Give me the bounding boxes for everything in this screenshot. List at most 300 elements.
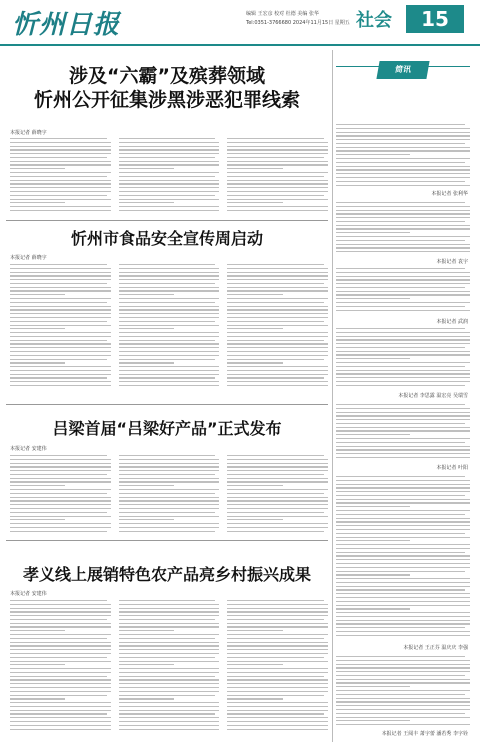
text-line bbox=[10, 195, 107, 196]
text-line bbox=[10, 153, 111, 154]
text-line bbox=[227, 500, 328, 501]
text-line bbox=[119, 634, 220, 635]
text-line bbox=[336, 236, 470, 237]
text-line bbox=[336, 514, 465, 515]
text-line bbox=[227, 600, 324, 601]
text-line bbox=[119, 172, 220, 173]
text-line bbox=[336, 518, 470, 519]
text-line bbox=[119, 455, 216, 456]
text-line bbox=[336, 529, 470, 530]
text-line bbox=[10, 725, 111, 726]
text-line bbox=[227, 512, 324, 513]
text-line bbox=[227, 698, 282, 699]
text-line bbox=[336, 217, 470, 218]
text-line bbox=[10, 485, 65, 486]
text-line bbox=[227, 317, 328, 318]
text-line bbox=[10, 702, 111, 703]
text-line bbox=[336, 294, 470, 295]
text-line bbox=[336, 124, 465, 125]
text-line bbox=[119, 508, 220, 509]
text-line bbox=[10, 638, 107, 639]
text-line bbox=[227, 385, 328, 386]
text-line bbox=[10, 385, 111, 386]
text-line bbox=[227, 497, 328, 498]
text-line bbox=[336, 185, 470, 186]
text-line bbox=[227, 706, 328, 707]
text-line bbox=[10, 332, 111, 333]
text-column bbox=[227, 455, 328, 535]
text-line bbox=[119, 645, 220, 646]
text-line bbox=[336, 377, 470, 378]
text-line bbox=[227, 470, 328, 471]
text-line bbox=[227, 729, 328, 730]
text-line bbox=[336, 476, 465, 477]
text-line bbox=[119, 290, 220, 291]
text-line bbox=[336, 457, 470, 458]
text-line bbox=[336, 381, 470, 382]
text-line bbox=[10, 183, 111, 184]
text-line bbox=[227, 619, 324, 620]
masthead bbox=[0, 0, 480, 46]
text-line bbox=[336, 283, 470, 284]
brief-item bbox=[336, 328, 470, 386]
text-line bbox=[119, 298, 220, 299]
text-line bbox=[10, 634, 111, 635]
brief-author: 本报记者 袁宇 bbox=[436, 259, 468, 265]
divider bbox=[6, 404, 328, 405]
text-line bbox=[119, 698, 174, 699]
text-line bbox=[10, 463, 111, 464]
text-line bbox=[119, 649, 220, 650]
text-line bbox=[227, 672, 328, 673]
text-line bbox=[10, 623, 111, 624]
text-line bbox=[227, 210, 328, 211]
text-line bbox=[119, 275, 220, 276]
text-line bbox=[336, 525, 470, 526]
text-line bbox=[227, 183, 328, 184]
article-byline: 本报记者 安建伟 bbox=[10, 591, 47, 597]
text-line bbox=[119, 489, 220, 490]
text-line bbox=[10, 149, 111, 150]
text-line bbox=[227, 481, 328, 482]
text-line bbox=[336, 298, 410, 299]
text-line bbox=[10, 713, 107, 714]
text-line bbox=[336, 423, 465, 424]
text-line bbox=[10, 470, 111, 471]
text-line bbox=[336, 173, 470, 174]
text-line bbox=[336, 240, 465, 241]
article-body bbox=[10, 138, 328, 216]
brief-author: 本报记者 李思露 温宏亮 吴瑞雪 bbox=[398, 393, 468, 399]
page-number: 15 bbox=[406, 5, 464, 33]
text-line bbox=[336, 150, 470, 151]
text-line bbox=[119, 485, 174, 486]
text-line bbox=[119, 500, 220, 501]
text-line bbox=[227, 142, 328, 143]
text-line bbox=[119, 474, 216, 475]
text-line bbox=[336, 586, 470, 587]
text-line bbox=[10, 455, 107, 456]
text-line bbox=[336, 430, 470, 431]
text-line bbox=[119, 725, 220, 726]
text-line bbox=[10, 516, 111, 517]
text-line bbox=[227, 608, 328, 609]
text-line bbox=[336, 521, 470, 522]
text-line bbox=[336, 332, 470, 333]
text-line bbox=[119, 710, 220, 711]
text-column bbox=[336, 124, 470, 186]
text-line bbox=[10, 202, 65, 203]
text-line bbox=[336, 544, 470, 545]
text-line bbox=[119, 519, 174, 520]
text-column bbox=[119, 600, 220, 736]
text-line bbox=[10, 721, 111, 722]
text-line bbox=[119, 317, 220, 318]
text-line bbox=[336, 709, 470, 710]
text-line bbox=[119, 328, 174, 329]
article-headline: 吕梁首届“吕梁好产品”正式发布 bbox=[52, 419, 282, 438]
text-line bbox=[227, 202, 282, 203]
text-line bbox=[227, 268, 328, 269]
text-line bbox=[10, 176, 107, 177]
text-line bbox=[227, 713, 324, 714]
text-line bbox=[227, 516, 328, 517]
text-line bbox=[336, 631, 470, 632]
text-line bbox=[10, 604, 111, 605]
text-line bbox=[227, 611, 328, 612]
text-line bbox=[119, 470, 220, 471]
text-line bbox=[227, 691, 328, 692]
text-line bbox=[336, 720, 410, 721]
text-line bbox=[336, 555, 470, 556]
text-line bbox=[336, 408, 470, 409]
text-line bbox=[10, 309, 111, 310]
text-line bbox=[227, 634, 328, 635]
text-line bbox=[336, 563, 470, 564]
text-line bbox=[119, 377, 216, 378]
text-line bbox=[336, 608, 410, 609]
text-line bbox=[10, 366, 111, 367]
text-line bbox=[336, 279, 470, 280]
text-line bbox=[10, 497, 111, 498]
text-line bbox=[10, 279, 111, 280]
text-line bbox=[336, 291, 470, 292]
text-line bbox=[227, 695, 324, 696]
text-line bbox=[119, 287, 220, 288]
text-line bbox=[10, 508, 111, 509]
text-line bbox=[119, 283, 216, 284]
text-line bbox=[336, 679, 470, 680]
text-line bbox=[10, 347, 111, 348]
text-line bbox=[336, 667, 470, 668]
text-line bbox=[336, 495, 465, 496]
text-line bbox=[119, 336, 220, 337]
text-line bbox=[336, 232, 410, 233]
text-line bbox=[336, 310, 470, 311]
text-line bbox=[119, 206, 220, 207]
text-line bbox=[336, 623, 470, 624]
text-line bbox=[227, 679, 328, 680]
text-line bbox=[119, 638, 216, 639]
text-line bbox=[336, 354, 470, 355]
text-line bbox=[336, 328, 465, 329]
text-line bbox=[10, 531, 107, 532]
text-line bbox=[336, 162, 465, 163]
text-column bbox=[119, 264, 220, 390]
text-column bbox=[227, 600, 328, 736]
text-line bbox=[336, 664, 470, 665]
text-line bbox=[10, 180, 111, 181]
text-line bbox=[119, 176, 216, 177]
text-line bbox=[119, 359, 216, 360]
text-line bbox=[336, 548, 470, 549]
text-line bbox=[227, 702, 328, 703]
headline-line-1: 涉及“六霸”及殡葬领域 bbox=[69, 65, 265, 87]
text-line bbox=[336, 671, 470, 672]
text-line bbox=[227, 377, 324, 378]
text-line bbox=[227, 459, 328, 460]
text-line bbox=[336, 339, 470, 340]
text-line bbox=[119, 302, 216, 303]
text-line bbox=[227, 355, 328, 356]
text-line bbox=[336, 362, 470, 363]
text-line bbox=[336, 244, 470, 245]
text-line bbox=[336, 336, 470, 337]
text-line bbox=[227, 630, 282, 631]
text-line bbox=[227, 710, 328, 711]
text-line bbox=[336, 510, 470, 511]
text-line bbox=[227, 309, 328, 310]
text-line bbox=[10, 272, 111, 273]
text-line bbox=[227, 264, 324, 265]
masthead-meta bbox=[246, 10, 350, 28]
text-line bbox=[10, 374, 111, 375]
text-column bbox=[336, 404, 470, 458]
text-line bbox=[227, 180, 328, 181]
text-line bbox=[227, 725, 328, 726]
text-line bbox=[336, 487, 470, 488]
text-line bbox=[336, 499, 470, 500]
text-line bbox=[227, 664, 282, 665]
text-line bbox=[10, 706, 111, 707]
text-line bbox=[119, 481, 220, 482]
text-line bbox=[336, 442, 465, 443]
text-line bbox=[119, 381, 220, 382]
text-line bbox=[119, 493, 216, 494]
text-line bbox=[227, 687, 328, 688]
article-body bbox=[10, 455, 328, 535]
text-line bbox=[336, 675, 465, 676]
text-line bbox=[227, 642, 328, 643]
text-line bbox=[227, 298, 328, 299]
text-line bbox=[10, 691, 111, 692]
text-line bbox=[10, 355, 111, 356]
text-line bbox=[10, 283, 107, 284]
text-line bbox=[227, 164, 328, 165]
text-line bbox=[336, 694, 465, 695]
text-column bbox=[119, 138, 220, 216]
text-line bbox=[336, 370, 470, 371]
text-line bbox=[10, 164, 111, 165]
text-line bbox=[119, 679, 220, 680]
text-line bbox=[227, 657, 324, 658]
text-line bbox=[227, 294, 282, 295]
text-line bbox=[10, 608, 111, 609]
text-line bbox=[119, 202, 174, 203]
text-column bbox=[336, 202, 470, 252]
text-line bbox=[227, 374, 328, 375]
text-line bbox=[119, 343, 220, 344]
text-line bbox=[119, 362, 174, 363]
text-line bbox=[10, 619, 107, 620]
text-line bbox=[336, 251, 470, 252]
brief-item bbox=[336, 202, 470, 252]
text-line bbox=[119, 619, 216, 620]
text-line bbox=[227, 455, 324, 456]
text-line bbox=[336, 601, 470, 602]
text-line bbox=[10, 615, 111, 616]
text-column bbox=[336, 328, 470, 386]
text-line bbox=[10, 672, 111, 673]
text-line bbox=[10, 317, 111, 318]
text-line bbox=[119, 164, 220, 165]
text-line bbox=[227, 527, 328, 528]
text-line bbox=[227, 362, 282, 363]
text-line bbox=[119, 332, 220, 333]
text-line bbox=[10, 626, 111, 627]
text-line bbox=[119, 294, 174, 295]
text-line bbox=[336, 484, 470, 485]
text-line bbox=[336, 427, 470, 428]
text-line bbox=[227, 187, 328, 188]
text-column bbox=[227, 138, 328, 216]
text-line bbox=[119, 199, 220, 200]
text-line bbox=[10, 504, 111, 505]
text-line bbox=[10, 336, 111, 337]
text-line bbox=[119, 142, 220, 143]
text-line bbox=[227, 287, 328, 288]
text-line bbox=[227, 272, 328, 273]
text-line bbox=[119, 309, 220, 310]
text-line bbox=[119, 702, 220, 703]
text-line bbox=[10, 710, 111, 711]
headline-line-2: 忻州公开征集涉黑涉恶犯罪线索 bbox=[33, 89, 300, 111]
text-line bbox=[336, 276, 470, 277]
text-line bbox=[227, 199, 328, 200]
article-headline: 忻州市食品安全宣传周启动 bbox=[70, 229, 263, 248]
text-line bbox=[227, 191, 328, 192]
text-line bbox=[227, 623, 328, 624]
text-line bbox=[119, 516, 220, 517]
text-line bbox=[10, 500, 111, 501]
text-line bbox=[336, 506, 410, 507]
text-line bbox=[227, 176, 324, 177]
text-line bbox=[119, 325, 220, 326]
text-line bbox=[336, 210, 470, 211]
text-line bbox=[336, 306, 465, 307]
text-line bbox=[119, 187, 220, 188]
text-line bbox=[336, 620, 470, 621]
text-line bbox=[10, 630, 65, 631]
text-line bbox=[336, 537, 470, 538]
text-line bbox=[10, 466, 111, 467]
text-line bbox=[336, 206, 470, 207]
text-line bbox=[10, 527, 111, 528]
text-line bbox=[10, 717, 111, 718]
text-line bbox=[336, 605, 470, 606]
text-line bbox=[227, 313, 328, 314]
text-line bbox=[119, 497, 220, 498]
text-line bbox=[336, 567, 470, 568]
text-line bbox=[227, 626, 328, 627]
text-line bbox=[10, 523, 111, 524]
text-line bbox=[10, 695, 107, 696]
text-line bbox=[10, 325, 111, 326]
text-column bbox=[336, 268, 470, 311]
text-line bbox=[10, 157, 107, 158]
brief-item bbox=[336, 476, 470, 636]
text-column bbox=[336, 656, 470, 725]
text-column bbox=[227, 264, 328, 390]
text-line bbox=[10, 481, 111, 482]
text-line bbox=[10, 275, 111, 276]
text-line bbox=[336, 612, 470, 613]
text-line bbox=[10, 302, 107, 303]
text-line bbox=[336, 366, 465, 367]
text-line bbox=[10, 512, 107, 513]
text-line bbox=[227, 206, 328, 207]
text-line bbox=[227, 153, 328, 154]
text-line bbox=[336, 552, 465, 553]
text-line bbox=[119, 721, 220, 722]
text-line bbox=[336, 385, 465, 386]
text-line bbox=[10, 377, 107, 378]
text-line bbox=[227, 161, 328, 162]
brief-author: 本报记者 武润 bbox=[436, 319, 468, 325]
text-line bbox=[10, 370, 111, 371]
text-line bbox=[227, 340, 324, 341]
text-line bbox=[336, 660, 470, 661]
text-line bbox=[227, 649, 328, 650]
text-line bbox=[119, 195, 216, 196]
brief-news-sidebar bbox=[336, 50, 472, 742]
text-line bbox=[10, 343, 111, 344]
text-line bbox=[227, 343, 328, 344]
text-line bbox=[10, 668, 111, 669]
text-line bbox=[336, 705, 470, 706]
text-line bbox=[10, 459, 111, 460]
text-line bbox=[336, 158, 470, 159]
text-line bbox=[119, 306, 220, 307]
brief-item bbox=[336, 656, 470, 725]
text-line bbox=[10, 478, 111, 479]
text-line bbox=[119, 531, 216, 532]
text-line bbox=[10, 642, 111, 643]
editor-credits: 编辑 王宏彦 校对 杜德 美编 张华 bbox=[246, 11, 319, 17]
text-line bbox=[119, 527, 220, 528]
text-line bbox=[119, 321, 216, 322]
text-line bbox=[119, 668, 220, 669]
text-line bbox=[336, 181, 465, 182]
text-line bbox=[119, 653, 220, 654]
text-line bbox=[336, 419, 470, 420]
text-line bbox=[227, 325, 328, 326]
text-line bbox=[336, 616, 470, 617]
text-line bbox=[10, 206, 111, 207]
text-line bbox=[10, 661, 111, 662]
text-line bbox=[10, 489, 111, 490]
text-line bbox=[227, 474, 324, 475]
